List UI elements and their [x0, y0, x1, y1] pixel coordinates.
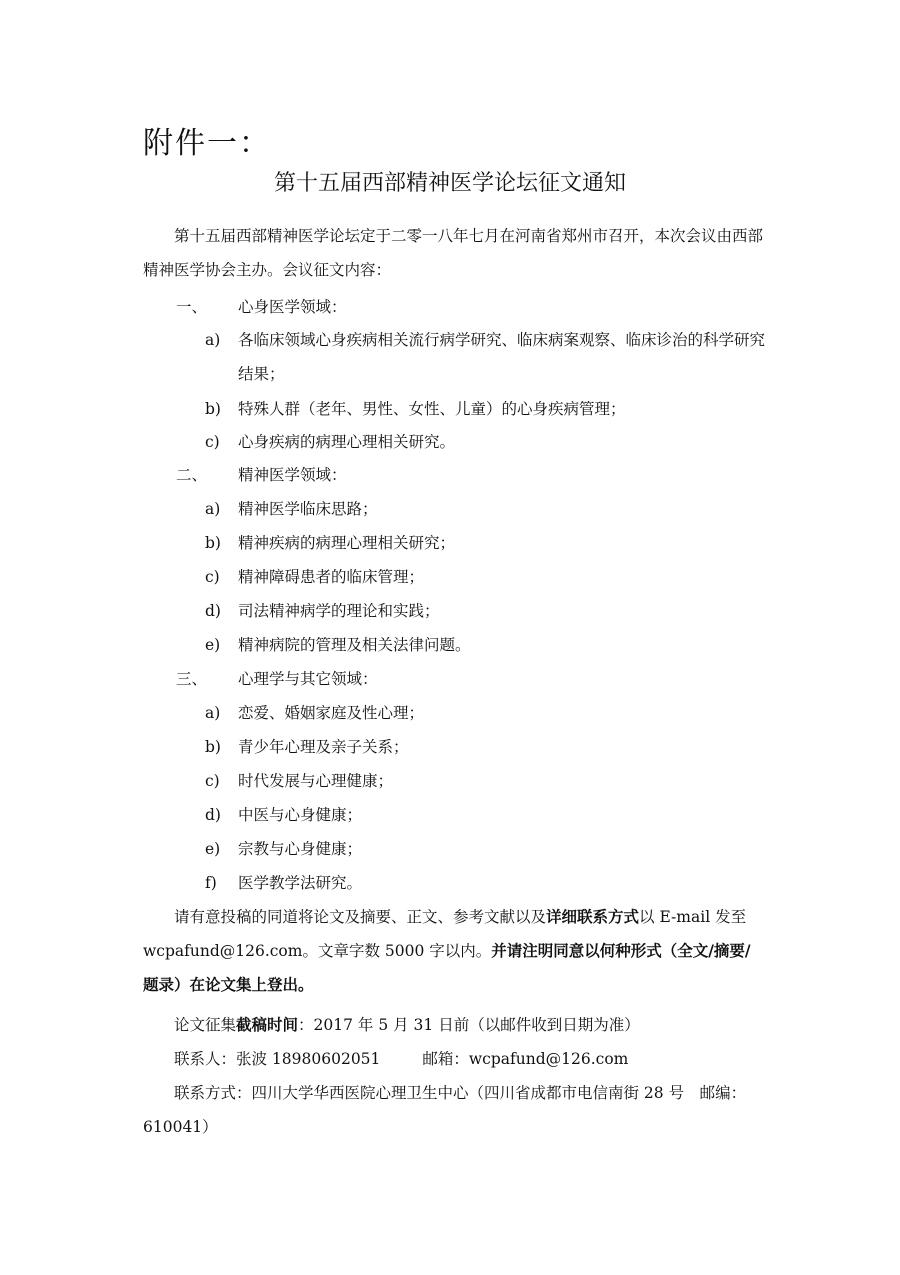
item-text: 医学教学法研究。: [238, 874, 363, 892]
list-item: [205, 730, 765, 764]
item-letter: a): [205, 500, 221, 518]
address-paragraph: 联系方式：四川大学华西医院心理卫生中心（四川省成都市电信南街 28 号 邮编：610041）: [143, 1084, 747, 1136]
item-text: 精神病院的管理及相关法律问题。: [238, 636, 471, 654]
list-item: [205, 425, 765, 459]
item-text: 精神障碍患者的临床管理；: [238, 568, 425, 586]
item-letter: a): [205, 704, 221, 722]
item-text: 心身疾病的病理心理相关研究。: [238, 433, 456, 451]
section-2-heading: [176, 458, 347, 492]
list-item: [205, 560, 765, 594]
list-item: [205, 764, 765, 798]
item-text: 各临床领域心身疾病相关流行病学研究、临床病案观察、临床诊治的科学研究结果；: [238, 331, 766, 383]
list-item: [205, 392, 765, 426]
section-1-heading: [176, 290, 347, 324]
list-item: [205, 526, 765, 560]
item-letter: d): [205, 602, 221, 620]
submission-text-1: 请有意投稿的同道将论文及摘要、正文、参考文献以及: [174, 908, 547, 926]
deadline-text-2: ：2017 年 5 月 31 日前（以邮件收到日期为准）: [298, 1016, 640, 1034]
item-text: 青少年心理及亲子关系；: [238, 738, 409, 756]
item-text: 中医与心身健康；: [238, 806, 363, 824]
item-text: 特殊人群（老年、男性、女性、儿童）的心身疾病管理；: [238, 400, 626, 418]
deadline-line: [143, 1008, 763, 1042]
submission-bold-2: 并请注明同意以何种形式（全文/摘要/题录）在论文集上登出。: [143, 941, 751, 994]
list-item: [205, 628, 765, 662]
submission-bold-1: 详细联系方式: [546, 907, 640, 926]
item-letter: a): [205, 331, 221, 349]
submission-paragraph: [143, 900, 763, 1002]
section-3-heading: [176, 662, 378, 696]
item-text: 恋爱、婚姻家庭及性心理；: [238, 704, 425, 722]
section-title: 心身医学领域：: [238, 298, 347, 316]
list-item: [205, 866, 765, 900]
item-letter: b): [205, 400, 221, 418]
contact-person: 联系人：张波 18980602051: [174, 1050, 381, 1068]
list-item: [205, 798, 765, 832]
item-letter: c): [205, 568, 220, 586]
section-number: 二、: [176, 466, 208, 484]
item-letter: e): [205, 636, 221, 654]
list-item: [205, 594, 765, 628]
list-item: [205, 696, 765, 730]
item-text: 司法精神病学的理论和实践；: [238, 602, 440, 620]
section-number: 三、: [176, 670, 208, 688]
deadline-bold: 截稿时间: [236, 1015, 299, 1034]
item-letter: c): [205, 433, 220, 451]
item-letter: f): [205, 874, 217, 892]
intro-paragraph: 第十五届西部精神医学论坛定于二零一八年七月在河南省郑州市召开，本次会议由西部精神医学协会主办。会议征文内容：: [143, 227, 764, 279]
section-title: 心理学与其它领域：: [238, 670, 378, 688]
item-text: 宗教与心身健康；: [238, 840, 363, 858]
section-number: 一、: [176, 298, 208, 316]
list-item: [205, 492, 765, 526]
contact-email: 邮箱：wcpafund@126.com: [422, 1050, 629, 1068]
item-text: 时代发展与心理健康；: [238, 772, 394, 790]
item-letter: b): [205, 534, 221, 552]
list-item: [205, 323, 765, 391]
section-title: 精神医学领域：: [238, 466, 347, 484]
item-letter: b): [205, 738, 221, 756]
item-text: 精神疾病的病理心理相关研究；: [238, 534, 456, 552]
page-title: 第十五届西部精神医学论坛征文通知: [273, 171, 626, 196]
contact-line: [143, 1042, 763, 1076]
list-item: [205, 832, 765, 866]
attachment-label: 附件一：: [143, 126, 271, 161]
deadline-text-1: 论文征集: [174, 1016, 237, 1034]
submission-text-2: 以 E-mail 发至 wcpafund@126.com。文章字数 5000 字以内。: [143, 908, 747, 960]
item-letter: c): [205, 772, 220, 790]
item-letter: d): [205, 806, 221, 824]
item-text: 精神医学临床思路；: [238, 500, 378, 518]
item-letter: e): [205, 840, 221, 858]
